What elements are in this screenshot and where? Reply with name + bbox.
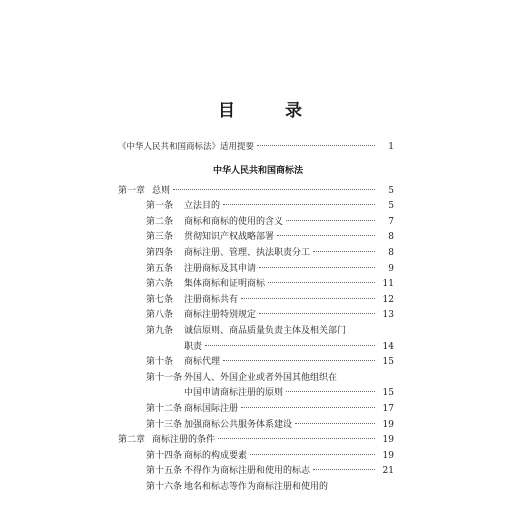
toc-page-number: 21	[382, 466, 394, 477]
toc-entry-text: 商标国际注册	[184, 403, 239, 414]
toc-entry-number: 第二条	[146, 216, 174, 227]
toc-entry-text: 商标注册的条件	[152, 435, 216, 446]
toc-intro-entry[interactable]	[118, 140, 398, 156]
toc-page-number: 9	[388, 263, 394, 274]
leader-dots	[218, 438, 375, 439]
toc-entry-text: 外国人、外国企业或者外国其他组织在	[184, 372, 338, 383]
toc-chapter-entry[interactable]	[118, 184, 398, 200]
toc-entry-number: 第三条	[146, 232, 174, 243]
toc-article-entry[interactable]	[118, 246, 398, 262]
toc-article-entry[interactable]	[118, 262, 398, 278]
toc-article-entry[interactable]	[118, 324, 398, 340]
toc-entry-label	[146, 199, 220, 215]
toc-entry-text: 商标注册特别规定	[184, 310, 257, 321]
toc-article-entry[interactable]	[118, 293, 398, 309]
leader-dots	[223, 204, 375, 205]
leader-dots	[241, 407, 375, 408]
toc-entry-label	[146, 480, 328, 496]
toc-page-number: 5	[388, 185, 394, 196]
toc-entry-text: 立法目的	[184, 201, 221, 212]
toc-entry-number: 第十条	[146, 357, 174, 368]
toc-page-number: 8	[388, 247, 394, 258]
toc-entry-label	[146, 277, 265, 293]
toc-entry-text: 集体商标和证明商标	[184, 279, 266, 290]
toc-article-entry[interactable]	[118, 402, 398, 418]
toc-entry-text: 总则	[152, 185, 171, 196]
leader-dots	[313, 469, 375, 470]
toc-entry-label	[184, 386, 283, 402]
toc-entry-label	[146, 371, 337, 387]
toc-page-number: 5	[388, 201, 394, 212]
toc-entry-label	[146, 402, 238, 418]
toc-page-number: 8	[388, 232, 394, 243]
toc-article-entry[interactable]	[118, 308, 398, 324]
toc-entry-number: 第十一条	[146, 372, 183, 383]
toc-entry-text: 地名和标志等作为商标注册和使用的	[184, 481, 329, 492]
toc-article-entry[interactable]	[118, 230, 398, 246]
toc-article-entry[interactable]	[118, 199, 398, 215]
toc-page-number: 19	[382, 419, 394, 430]
toc-entry-number: 第七条	[146, 294, 174, 305]
leader-dots	[241, 298, 375, 299]
leader-dots	[313, 251, 375, 252]
leader-dots	[286, 220, 375, 221]
toc-entry-label	[118, 184, 170, 200]
leader-dots	[205, 345, 375, 346]
toc-entry-number: 第十三条	[146, 419, 183, 430]
toc-entry-text: 注册商标共有	[184, 294, 239, 305]
toc-article-entry[interactable]	[118, 480, 398, 496]
toc-entry-text: 加强商标公共服务体系建设	[184, 419, 293, 430]
toc-entry-text: 商标注册、管理、执法职责分工	[184, 247, 311, 258]
toc-entry-number: 第五条	[146, 263, 174, 274]
leader-dots	[259, 313, 375, 314]
toc-entries	[118, 184, 398, 496]
toc-article-entry[interactable]	[118, 215, 398, 231]
leader-dots	[268, 282, 375, 283]
toc-entry-text: 贯彻知识产权战略部署	[184, 232, 275, 243]
leader-dots	[223, 360, 375, 361]
toc-entry-label	[146, 418, 292, 434]
toc-entry-text: 商标和商标的使用的含义	[184, 216, 284, 227]
toc-entry-number: 第九条	[146, 325, 174, 336]
toc-entry-label	[146, 246, 310, 262]
toc-page-number: 19	[382, 450, 394, 461]
table-of-contents	[118, 140, 398, 495]
toc-entry-text: 注册商标及其申请	[184, 263, 257, 274]
leader-dots	[277, 235, 375, 236]
toc-page-number: 15	[382, 388, 394, 399]
toc-entry-number: 第二章	[118, 435, 146, 446]
toc-entry-label	[146, 324, 346, 340]
toc-entry-number: 第八条	[146, 310, 174, 321]
toc-entry-label: 《中华人民共和国商标法》适用提要	[118, 142, 255, 152]
toc-entry-label	[146, 449, 247, 465]
toc-entry-label	[118, 433, 215, 449]
toc-entry-number: 第一条	[146, 201, 174, 212]
toc-entry-continuation[interactable]	[118, 340, 398, 356]
toc-entry-number: 第十二条	[146, 403, 183, 414]
toc-entry-label	[184, 340, 202, 356]
toc-page-number: 15	[382, 357, 394, 368]
page-title: 目 录	[218, 101, 324, 121]
toc-entry-number: 第六条	[146, 279, 174, 290]
toc-entry-text: 不得作为商标注册和使用的标志	[184, 466, 311, 477]
toc-entry-number: 第四条	[146, 247, 174, 258]
toc-page-number: 13	[382, 310, 394, 321]
leader-dots	[286, 391, 375, 392]
toc-entry-text: 诚信原则、商品质量负责主体及相关部门	[184, 325, 347, 336]
law-title: 中华人民共和国商标法	[212, 165, 303, 176]
toc-entry-label	[146, 215, 283, 231]
toc-article-entry[interactable]	[118, 449, 398, 465]
toc-entry-label	[146, 464, 310, 480]
toc-page-number: 14	[382, 341, 394, 352]
toc-entry-text: 中国申请商标注册的原则	[184, 388, 284, 399]
toc-page-number: 7	[388, 216, 394, 227]
toc-entry-text: 商标代理	[184, 357, 221, 368]
leader-dots	[259, 267, 375, 268]
toc-article-entry[interactable]	[118, 418, 398, 434]
toc-entry-number: 第十五条	[146, 466, 183, 477]
toc-entry-label	[146, 230, 274, 246]
toc-page-number: 17	[382, 403, 394, 414]
toc-page-number: 19	[382, 435, 394, 446]
toc-entry-text: 职责	[184, 341, 203, 352]
leader-dots	[250, 454, 375, 455]
toc-entry-number: 第十六条	[146, 481, 183, 492]
toc-article-entry[interactable]	[118, 355, 398, 371]
toc-article-entry[interactable]	[118, 277, 398, 293]
toc-entry-label	[146, 293, 238, 309]
toc-entry-label	[146, 308, 256, 324]
toc-chapter-entry[interactable]	[118, 433, 398, 449]
toc-entry-label	[146, 355, 220, 371]
leader-dots	[173, 189, 375, 190]
toc-article-entry[interactable]	[118, 464, 398, 480]
toc-entry-text: 商标的构成要素	[184, 450, 248, 461]
toc-entry-label	[146, 262, 256, 278]
toc-page-number: 11	[382, 279, 394, 290]
toc-entry-number: 第十四条	[146, 450, 183, 461]
toc-page-number: 12	[382, 294, 394, 305]
toc-entry-continuation[interactable]	[118, 386, 398, 402]
leader-dots	[295, 423, 375, 424]
toc-entry-number: 第一章	[118, 185, 146, 196]
leader-dots	[257, 145, 375, 146]
toc-page-number: 1	[388, 142, 394, 152]
toc-article-entry[interactable]	[118, 371, 398, 387]
